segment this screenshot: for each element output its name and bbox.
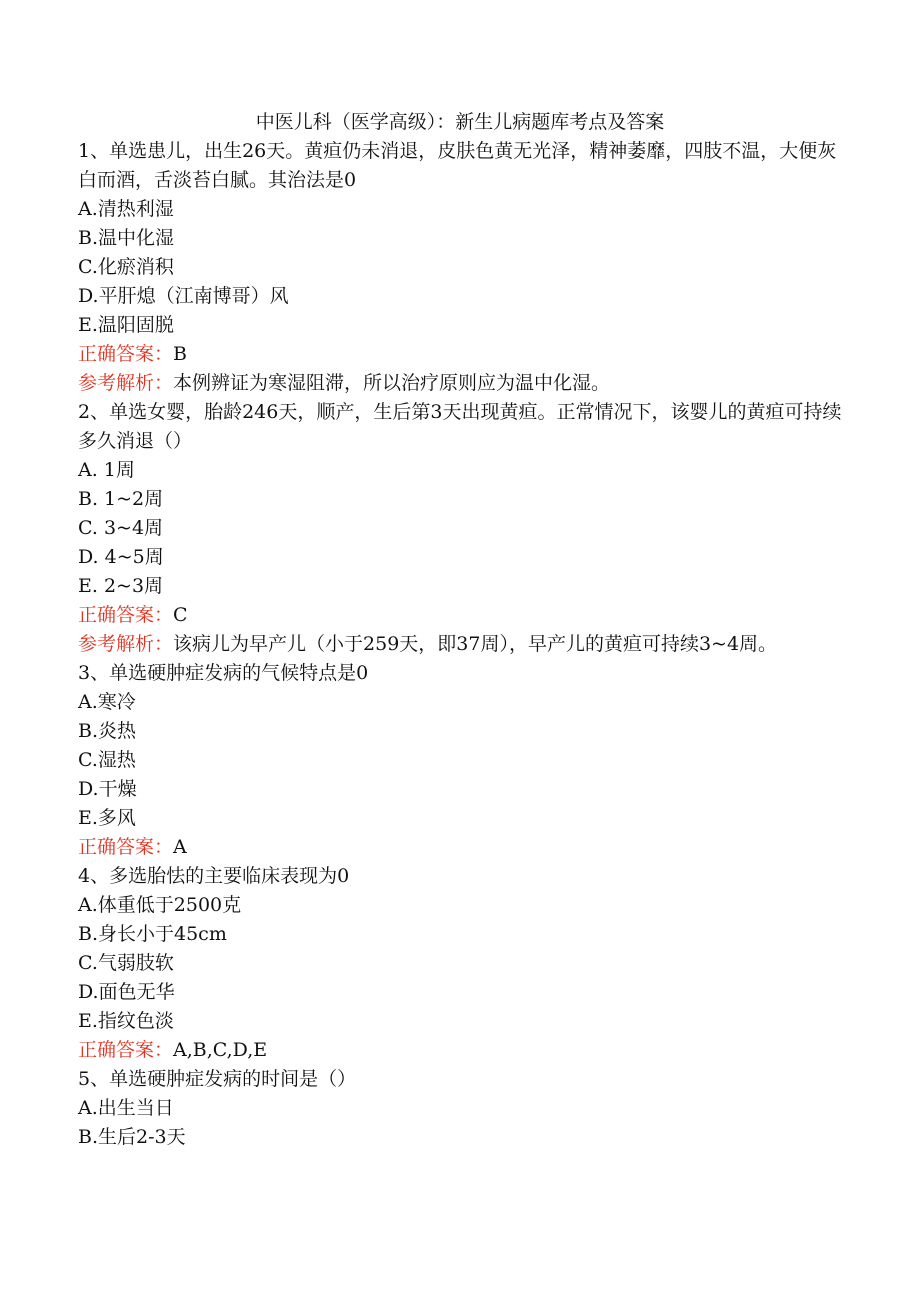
- question-4: [78, 862, 848, 1065]
- option-b: B.生后2-3天: [78, 1126, 186, 1148]
- option-d: D. 4~5周: [78, 546, 164, 568]
- option-c: C.湿热: [78, 749, 136, 771]
- question-stem: 5、单选硬肿症发病的时间是（）: [78, 1068, 357, 1090]
- option-a: A. 1周: [78, 459, 135, 481]
- question-stem: 4、多选胎怯的主要临床表现为0: [78, 865, 350, 887]
- correct-answer-label: 正确答案：: [78, 1039, 174, 1061]
- question-5: [78, 1065, 848, 1152]
- option-e: E.多风: [78, 807, 136, 829]
- explanation-text: 本例辨证为寒湿阻滞，所以治疗原则应为温中化湿。: [173, 372, 611, 394]
- option-e: E.指纹色淡: [78, 1010, 174, 1032]
- correct-answer: [78, 833, 848, 862]
- explanation: [78, 630, 848, 659]
- correct-answer: [78, 340, 848, 369]
- question-stem: 1、单选患儿，出生26天。黄疸仍未消退，皮肤色黄无光泽，精神萎靡，四肢不温，大便灰白而酒，舌淡苔白腻。其治法是0: [78, 140, 837, 191]
- option-a: A.出生当日: [78, 1097, 174, 1119]
- option-a: A.清热利湿: [78, 198, 174, 220]
- option-c: C.化瘀消积: [78, 256, 174, 278]
- question-stem: 2、单选女婴，胎龄246天，顺产，生后第3天出现黄疸。正常情况下，该婴儿的黄疸可持续多久消退（）: [78, 401, 842, 452]
- correct-answer-label: 正确答案：: [78, 343, 174, 365]
- option-e: E. 2~3周: [78, 575, 164, 597]
- option-e: E.温阳固脱: [78, 314, 174, 336]
- option-b: B.温中化湿: [78, 227, 175, 249]
- explanation: [78, 369, 848, 398]
- option-b: B. 1~2周: [78, 488, 164, 510]
- question-stem: 3、单选硬肿症发病的气候特点是0: [78, 662, 369, 684]
- explanation-label: 参考解析：: [78, 372, 174, 394]
- question-2: [78, 398, 848, 659]
- option-d: D.平肝熄（江南博哥）风: [78, 285, 289, 307]
- option-a: A.体重低于2500克: [78, 894, 242, 916]
- option-a: A.寒冷: [78, 691, 136, 713]
- option-b: B.炎热: [78, 720, 137, 742]
- option-b: B.身长小于45cm: [78, 923, 227, 945]
- option-d: D.干燥: [78, 778, 137, 800]
- correct-answer-value: C: [173, 604, 188, 626]
- explanation-label: 参考解析：: [78, 633, 174, 655]
- correct-answer-label: 正确答案：: [78, 604, 174, 626]
- question-3: [78, 659, 848, 862]
- question-1: [78, 137, 848, 398]
- correct-answer: [78, 1036, 848, 1065]
- option-d: D.面色无华: [78, 981, 175, 1003]
- document-page: [78, 108, 848, 1152]
- explanation-text: 该病儿为早产儿（小于259天，即37周），早产儿的黄疸可持续3~4周。: [173, 633, 778, 655]
- correct-answer-value: A,B,C,D,E: [173, 1039, 268, 1061]
- correct-answer: [78, 601, 848, 630]
- option-c: C.气弱肢软: [78, 952, 174, 974]
- option-c: C. 3~4周: [78, 517, 164, 539]
- correct-answer-label: 正确答案：: [78, 836, 174, 858]
- document-title: 中医儿科（医学高级）：新生儿病题库考点及答案: [255, 111, 665, 133]
- correct-answer-value: B: [173, 343, 187, 365]
- correct-answer-value: A: [173, 836, 187, 858]
